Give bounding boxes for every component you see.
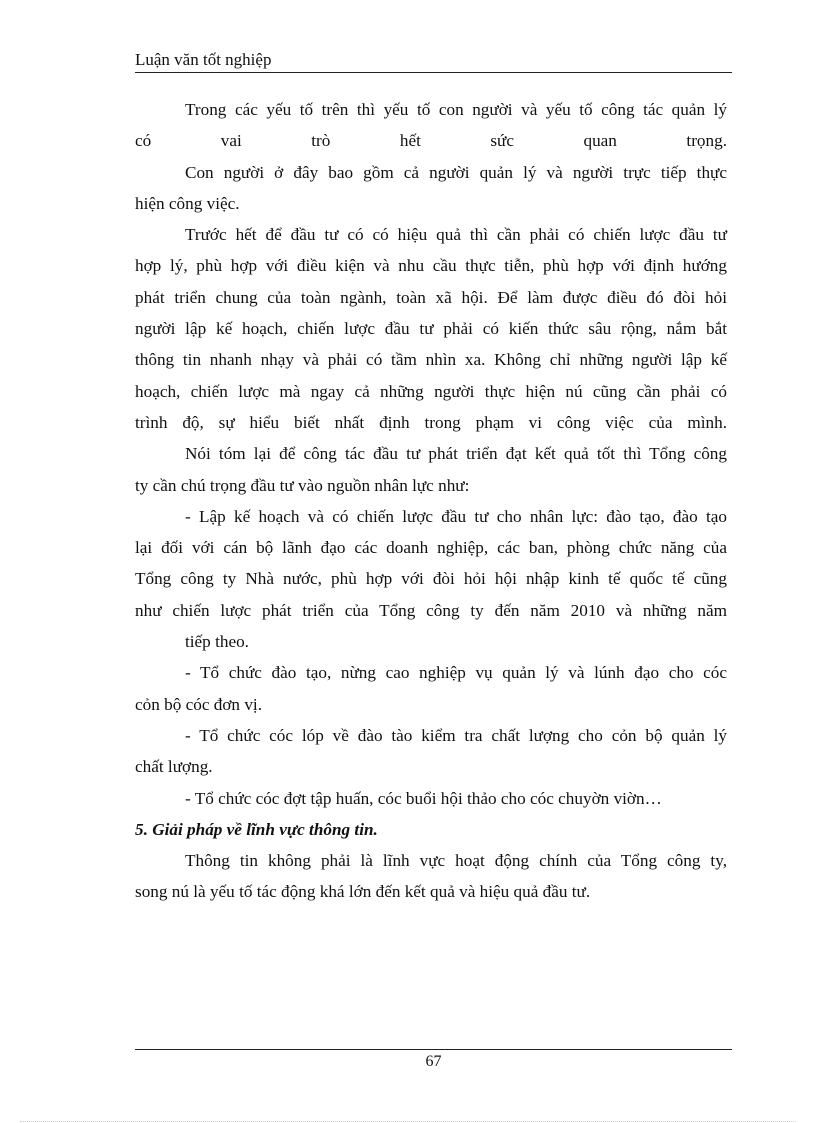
- page-number: 67: [425, 1053, 442, 1070]
- footer-divider: [135, 1049, 732, 1050]
- section-heading: 5. Giải pháp về lĩnh vực thông tin.: [135, 819, 378, 839]
- paragraph-line: có vai trò hết sức quan trọng.: [135, 131, 727, 151]
- running-header: Luận văn tốt nghiệp: [135, 49, 732, 73]
- list-item-line: tiếp theo.: [185, 632, 249, 652]
- list-item-line: Tổng công ty Nhà nước, phù hợp với đòi hỏi hội nhập kinh tế quốc tế cũng: [135, 569, 727, 589]
- list-item-line: - Lập kế hoạch và có chiến lược đầu tư cho nhân lực: đào tạo, đào tạo: [185, 506, 727, 526]
- paragraph-line: Con người ở đây bao gồm cả người quản lý và người trực tiếp thực: [185, 162, 727, 182]
- paragraph-line: song nú là yếu tố tác động khá lớn đến kết quả và hiệu quả đầu tư.: [135, 882, 591, 902]
- list-item-line: như chiến lược phát triển của Tổng công ty đến năm 2010 và những năm: [135, 600, 727, 620]
- paragraph-line: Thông tin không phải là lĩnh vực hoạt động chính của Tổng công ty,: [185, 851, 727, 871]
- paragraph-line: người lập kế hoạch, chiến lược đầu tư phải có kiến thức sâu rộng, nắm bắt: [135, 319, 727, 339]
- list-item-line: - Tổ chức cóc đợt tập huấn, cóc buổi hội thảo cho cóc chuyờn viờn…: [185, 788, 662, 808]
- list-item-line: - Tổ chức cóc lóp về đào tào kiểm tra chất lượng cho cỏn bộ quản lý: [185, 725, 727, 745]
- paragraph-line: phát triển chung của toàn ngành, toàn xã hội. Để làm được điều đó đòi hỏi: [135, 287, 727, 307]
- paragraph-line: Trong các yếu tố trên thì yếu tố con người và yếu tố công tác quản lý: [185, 100, 727, 119]
- list-item-line: cỏn bộ cóc đơn vị.: [135, 694, 262, 714]
- list-item-line: chất lượng.: [135, 757, 213, 777]
- list-item-line: - Tổ chức đào tạo, nừng cao nghiệp vụ quản lý và lúnh đạo cho cóc: [185, 663, 727, 683]
- paragraph-line: hợp lý, phù hợp với điều kiện và nhu cầu thực tiễn, phù hợp với định hướng: [135, 256, 727, 276]
- page-edge-dotted-line: [20, 1121, 796, 1122]
- paragraph-line: ty cần chú trọng đầu tư vào nguồn nhân lực như:: [135, 475, 470, 495]
- paragraph-line: Nói tóm lại để công tác đầu tư phát triển đạt kết quả tốt thì Tổng công: [185, 444, 727, 464]
- paragraph-line: hoạch, chiến lược mà ngay cả những người thực hiện nú cũng cần phải có: [135, 381, 727, 401]
- paragraph-line: trình độ, sự hiểu biết nhất định trong phạm vi công việc của mình.: [135, 412, 727, 432]
- paragraph-line: Trước hết để đầu tư có có hiệu quả thì cần phải có chiến lược đầu tư: [185, 225, 727, 245]
- body-text: [135, 94, 727, 908]
- paragraph-line: hiện công việc.: [135, 193, 240, 213]
- list-item-line: lại đối với cán bộ lãnh đạo các doanh nghiệp, các ban, phòng chức năng của: [135, 538, 727, 558]
- paragraph-line: thông tin nhanh nhạy và phải có tầm nhìn xa. Không chỉ những người lập kế: [135, 350, 727, 370]
